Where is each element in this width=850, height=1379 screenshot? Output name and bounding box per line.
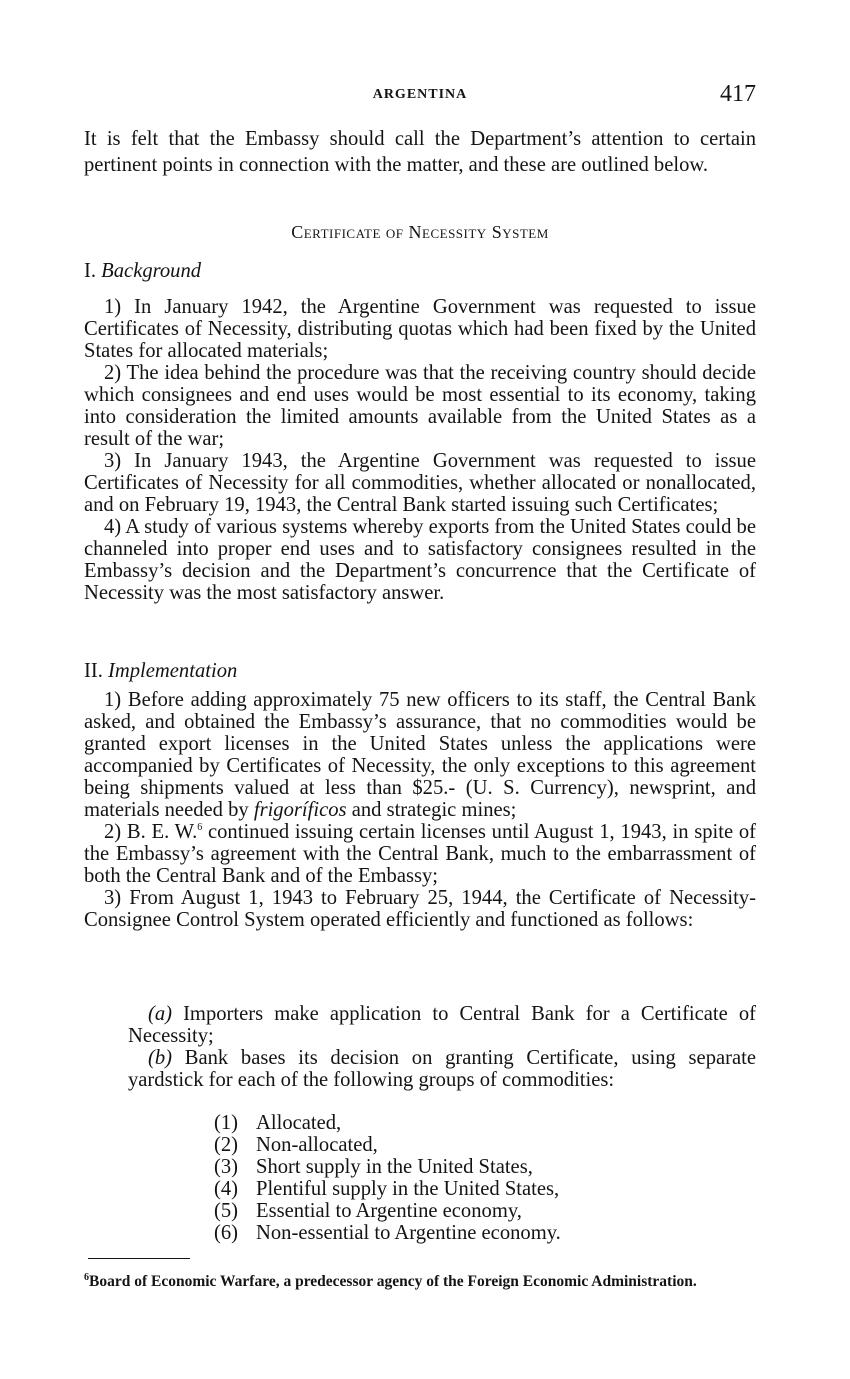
implementation-item-2-lead: 2) B. E. W. [104, 821, 198, 843]
list-item-text: Essential to Argentine economy, [256, 1200, 522, 1222]
implementation-paragraphs [84, 689, 756, 931]
background-item-1: 1) In January 1942, the Argentine Government was requested to issue Certificates of Necessity, distributing quotas which had been fixed by the United States for allocated materials; [84, 296, 756, 362]
part-two-title: Implementation [108, 660, 238, 682]
procedure-step-b-label: (b) [148, 1047, 173, 1069]
implementation-item-1 [84, 689, 756, 821]
footnote-reference: 6 [197, 822, 203, 834]
list-item-number: (2) [214, 1134, 239, 1156]
procedure-step-a-text: Importers make application to Central Bank for a Certificate of Necessity; [128, 1003, 756, 1047]
list-item-text: Non-essential to Argentine economy. [256, 1222, 561, 1244]
list-item-number: (6) [214, 1222, 239, 1244]
list-item-number: (4) [214, 1178, 239, 1200]
list-item-text: Plentiful supply in the United States, [256, 1178, 560, 1200]
implementation-item-1-text: 1) Before adding approximately 75 new officers to its staff, the Central Bank asked, and obtained the Embassy’s assurance, that no commodities would be granted export licenses in the United States unless the applications were accompanied by Certificates of Necessity, the only exceptions to this agreement being shipments valued at less than $25.- (U. S. Currency), newsprint, and materials needed by [84, 689, 756, 821]
list-item-number: (3) [214, 1156, 239, 1178]
intro-paragraph: It is felt that the Embassy should call the Department’s attention to certain pertinent points in connection with the matter, and these are outlined below. [84, 128, 756, 176]
part-two-heading [84, 660, 237, 683]
procedure-step-b [128, 1047, 756, 1091]
list-item [214, 1112, 561, 1134]
implementation-item-2-text: continued issuing certain licenses until August 1, 1943, in spite of the Embassy’s agreement with the Central Bank, much to the embarrassment of both the Central Bank and of the Embassy; [84, 821, 756, 887]
procedure-steps [128, 1003, 756, 1091]
implementation-item-2 [84, 821, 756, 887]
list-item [214, 1222, 561, 1244]
background-item-2: 2) The idea behind the procedure was that the receiving country should decide which consignees and end uses would be most essential to its economy, taking into consideration the limited amounts available from the United States as a result of the war; [84, 362, 756, 450]
background-item-3: 3) In January 1943, the Argentine Government was requested to issue Certificates of Necessity for all commodities, whether allocated or nonallocated, and on February 19, 1943, the Central Bank started issuing such Certificates; [84, 450, 756, 516]
background-item-4: 4) A study of various systems whereby exports from the United States could be channeled into proper end uses and to satisfactory consignees resulted in the Embassy’s decision and the Department’s concurrence that the Certificate of Necessity was the most satisfactory answer. [84, 516, 756, 604]
list-item-text: Short supply in the United States, [256, 1156, 533, 1178]
section-heading: Certificate of Necessity System [291, 222, 549, 242]
list-item-number: (1) [214, 1112, 239, 1134]
part-one-numeral: I. [84, 260, 97, 282]
running-title: ARGENTINA [372, 87, 468, 102]
page-number: 417 [720, 81, 756, 107]
list-item [214, 1134, 561, 1156]
part-one-title: Background [101, 260, 202, 282]
procedure-step-a-label: (a) [148, 1003, 173, 1025]
running-head [84, 81, 756, 111]
footnote-text: Board of Economic Warfare, a predecessor agency of the Foreign Economic Administration. [89, 1273, 697, 1290]
list-item [214, 1200, 561, 1222]
list-item-text: Non-allocated, [256, 1134, 378, 1156]
footnote-mark: 6 [84, 1271, 89, 1283]
footnote-divider [88, 1258, 190, 1259]
procedure-step-b-text: Bank bases its decision on granting Certificate, using separate yardstick for each of the following groups of commodities: [128, 1047, 756, 1091]
footnote [84, 1272, 756, 1291]
italic-term: frigoríficos [253, 799, 347, 821]
commodity-groups-list [214, 1112, 561, 1244]
list-item [214, 1178, 561, 1200]
list-item [214, 1156, 561, 1178]
list-item-number: (5) [214, 1200, 239, 1222]
list-item-text: Allocated, [256, 1112, 342, 1134]
part-one-heading [84, 260, 201, 283]
implementation-item-1-tail: and strategic mines; [351, 799, 517, 821]
procedure-step-a [128, 1003, 756, 1047]
implementation-item-3: 3) From August 1, 1943 to February 25, 1944, the Certificate of Necessity-Consignee Control System operated efficiently and functioned as follows: [84, 887, 756, 931]
background-paragraphs [84, 296, 756, 604]
part-two-numeral: II. [84, 660, 103, 682]
